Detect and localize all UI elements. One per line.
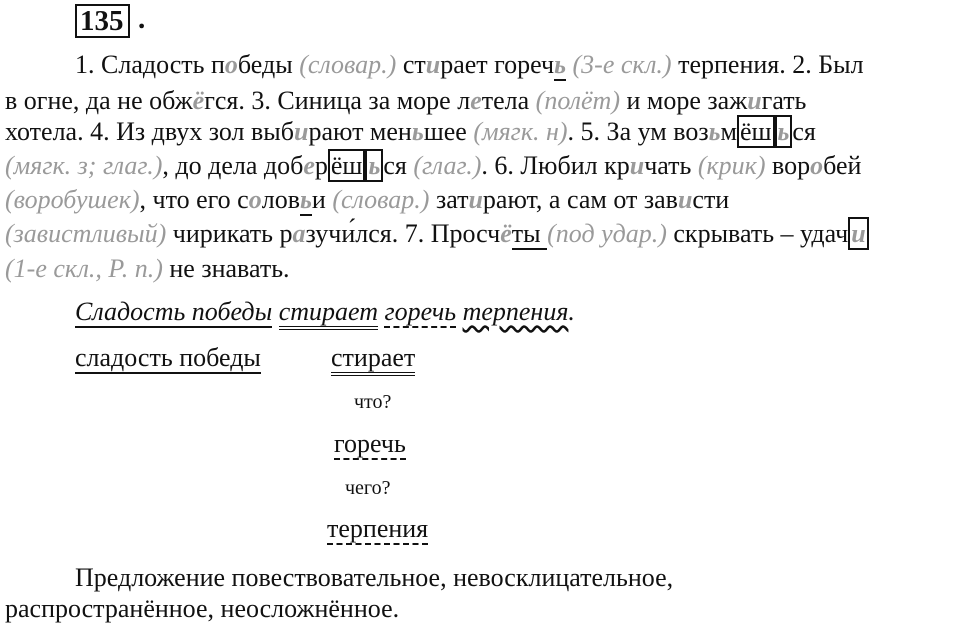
question-what: что? — [354, 391, 392, 413]
text-line-6: (завистливый) чирикать разучи́лся. 7. Просчёты (под удар.) скрывать – удач и — [5, 217, 869, 251]
exercise-number: 135 — [75, 4, 130, 38]
predicate-word: стирает — [279, 297, 378, 330]
tree-subject: сладость победы — [75, 343, 261, 372]
text-line-5: (воробушек), что его соловьи (словар.) затирают, а сам от зависти — [5, 185, 730, 214]
text-line-2: в огне, да не обжёгся. 3. Синица за море летела (полёт) и море зажигать — [5, 86, 807, 115]
text-line-3: хотела. 4. Из двух зол выбирают меньшее (мягк. н). 5. За ум возьм ёш ь ся — [5, 117, 816, 146]
text-line-4: (мягк. з; глаг.), до дела добер ёш ь ся (глаг.). 6. Любил кричать (крик) воробей — [5, 151, 862, 180]
exercise-number-dot: . — [138, 3, 146, 35]
subject-words: Сладость победы — [75, 297, 273, 326]
attribute-word: терпения — [462, 297, 569, 326]
conclusion-line-2: распространённое, неосложнённое. — [5, 594, 400, 623]
object-word: горечь — [384, 297, 457, 326]
analyzed-sentence: Сладость победы стирает горечь терпения. — [75, 295, 575, 329]
conclusion-line-1: Предложение повествовательное, невосклицательное, — [75, 563, 674, 592]
question-whose: чего? — [345, 477, 391, 499]
tree-attribute: терпения — [327, 514, 429, 543]
tree-object: горечь — [334, 429, 406, 458]
text-line-1: 1. Сладость победы (словар.) стирает горечь (3-е скл.) терпения. 2. Был — [75, 50, 864, 79]
text-line-7: (1-е скл., Р. п.) не знавать. — [5, 254, 290, 283]
tree-predicate: стирает — [331, 341, 415, 375]
